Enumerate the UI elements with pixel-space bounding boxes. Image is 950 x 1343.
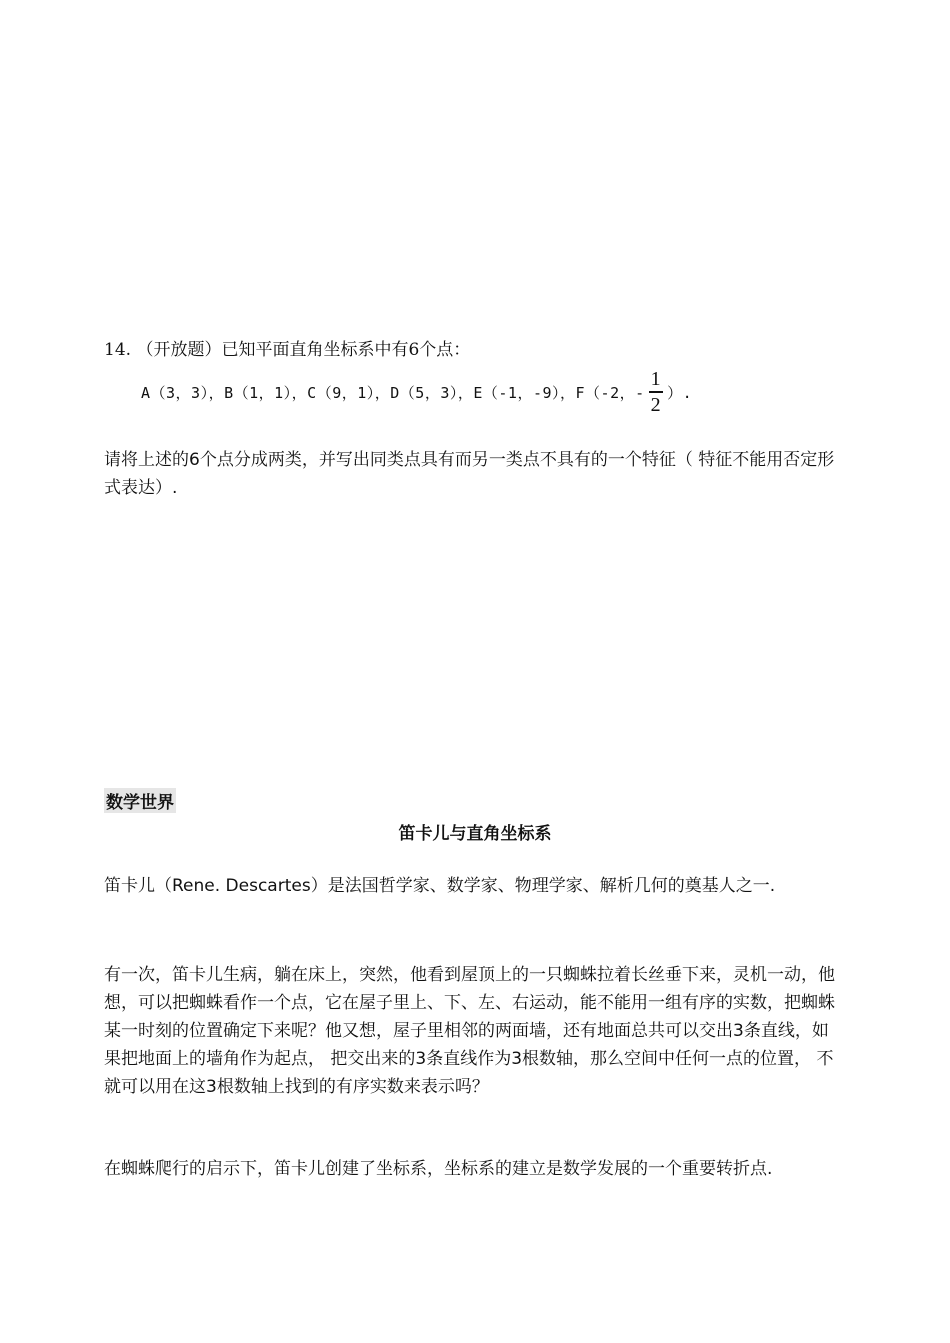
fraction-denominator: 2 xyxy=(650,393,662,416)
fraction-bar xyxy=(649,391,663,393)
question-title: 14. （开放题）已知平面直角坐标系中有6个点： xyxy=(104,340,471,360)
fraction-numerator: 1 xyxy=(650,368,662,391)
fraction-one-half xyxy=(649,369,664,415)
article-title: 笛卡儿与直角坐标系 xyxy=(398,824,552,844)
article-paragraph: 在蜘蛛爬行的启示下，笛卡儿创建了坐标系，坐标系的建立是数学发展的一个重要转折点. xyxy=(104,1159,773,1179)
section-tag: 数学世界 xyxy=(104,788,176,813)
points-list xyxy=(141,368,692,416)
question-text: 请将上述的6个点分成两类，并写出同类点具有而另一类点不具有的一个特征（ 特征不能用否定形式表达）. xyxy=(104,450,835,498)
article-paragraph: 笛卡儿（Rene. Descartes）是法国哲学家、数学家、物理学家、解析几何的奠基人之一. xyxy=(104,876,776,896)
article-paragraph: 有一次，笛卡儿生病，躺在床上，突然，他看到屋顶上的一只蜘蛛拉着长丝垂下来，灵机一动，他想，可以把蜘蛛看作一个点，它在屋子里上、下、左、右运动，能不能用一组有序的实数，把蜘蛛某一时刻的位置确定下来呢？他又想，屋子里相邻的两面墙，还有地面总共可以交出3条直线，如果把地面上的墙角作为起点， 把交出来的3条直线作为3根数轴，那么空间中任何一点的位置， 不就可以用在这3根数轴上找到的有序实数来表示吗？ xyxy=(104,965,835,1097)
points-suffix: ）. xyxy=(667,383,693,402)
points-prefix: A（3，3），B（1，1），C（9，1），D（5，3），E（-1，-9），F（-2，- xyxy=(141,383,645,402)
